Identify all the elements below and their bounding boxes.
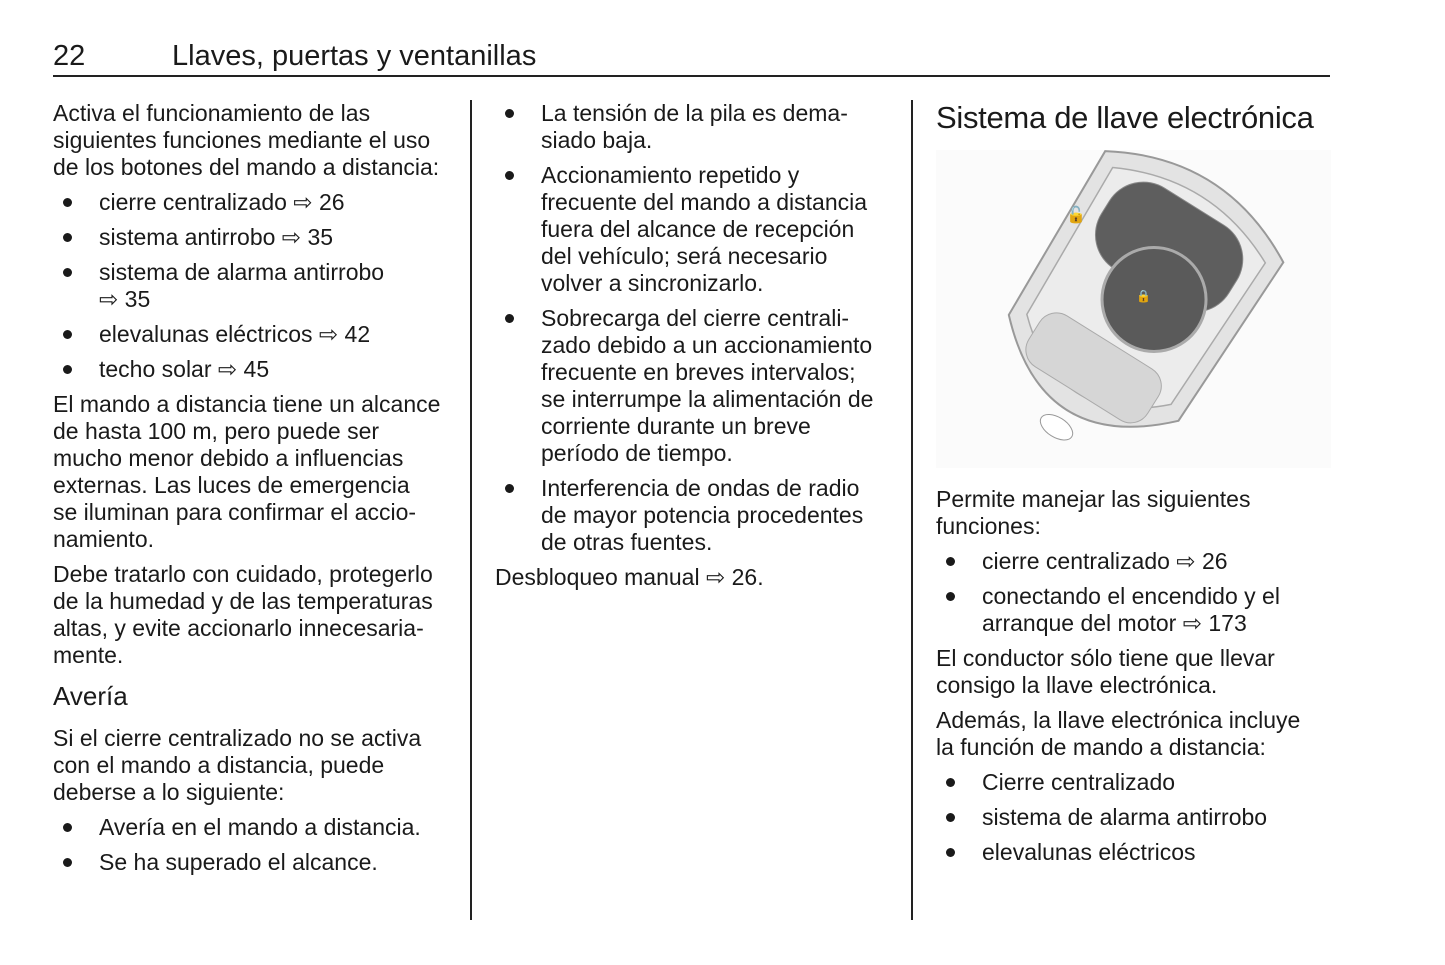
list-item: Interferencia de ondas de radio de mayor potencia procedentes de otras fuentes. [495, 475, 900, 556]
list-item: Avería en el mando a distancia. [53, 814, 458, 841]
paragraph: Además, la llave electrónica incluye la función de mando a distancia: [936, 707, 1301, 760]
list-item: La tensión de la pila es dema- siado baja. [495, 100, 900, 154]
list-item: Se ha superado el alcance. [53, 849, 458, 876]
paragraph: Desbloqueo manual ⇨ 26. [495, 564, 764, 590]
electronic-key-illustration [936, 150, 1331, 468]
column-2 [495, 100, 900, 599]
list-item: elevalunas eléctricos ⇨ 42 [53, 321, 458, 348]
list-item: sistema de alarma antirrobo ⇨ 35 [53, 259, 458, 313]
paragraph: El mando a distancia tiene un alcance de hasta 100 m, pero puede ser mucho menor debido a influencias externas. Las luces de emergencia se iluminan para confirmar el accio- namiento. [53, 391, 441, 552]
list-item: cierre centralizado ⇨ 26 [936, 548, 1336, 575]
page-number: 22 [53, 40, 86, 72]
lock-icon: 🔒 [1136, 289, 1151, 303]
subheading: Avería [53, 681, 128, 711]
bullet-list [936, 769, 1336, 866]
paragraph: Permite manejar las siguientes funciones: [936, 486, 1251, 539]
paragraph: Debe tratarlo con cuidado, protegerlo de la humedad y de las temperaturas altas, y evite accionarlo innecesaria- mente. [53, 561, 433, 668]
list-item: conectando el encendido y el arranque del motor ⇨ 173 [936, 583, 1336, 637]
bullet-list [53, 189, 458, 383]
list-item: techo solar ⇨ 45 [53, 356, 458, 383]
unlock-icon: 🔓 [1066, 207, 1086, 224]
column-1 [53, 100, 458, 884]
list-item: Cierre centralizado [936, 769, 1336, 796]
column-divider [911, 100, 913, 920]
bullet-list [495, 100, 900, 556]
bullet-list [53, 814, 458, 876]
list-item: cierre centralizado ⇨ 26 [53, 189, 458, 216]
paragraph: Activa el funcionamiento de las siguientes funciones mediante el uso de los botones del mando a distancia: [53, 100, 440, 180]
list-item: Accionamiento repetido y frecuente del mando a distancia fuera del alcance de recepción del vehículo; será necesario volver a sincronizarlo. [495, 162, 900, 297]
header-rule [53, 75, 1330, 77]
bullet-list [936, 548, 1336, 637]
list-item: sistema de alarma antirrobo [936, 804, 1336, 831]
chapter-title: Llaves, puertas y ventanillas [172, 40, 537, 72]
column-3 [936, 100, 1336, 874]
section-heading: Sistema de llave electrónica [936, 100, 1314, 135]
paragraph: Si el cierre centralizado no se activa con el mando a distancia, puede deberse a lo siguiente: [53, 725, 422, 805]
list-item: Sobrecarga del cierre centrali- zado debido a un accionamiento frecuente en breves intervalos; se interrumpe la alimentación de corriente durante un breve período de tiempo. [495, 305, 900, 467]
paragraph: El conductor sólo tiene que llevar consigo la llave electrónica. [936, 645, 1275, 698]
list-item: elevalunas eléctricos [936, 839, 1336, 866]
list-item: sistema antirrobo ⇨ 35 [53, 224, 458, 251]
column-divider [470, 100, 472, 920]
